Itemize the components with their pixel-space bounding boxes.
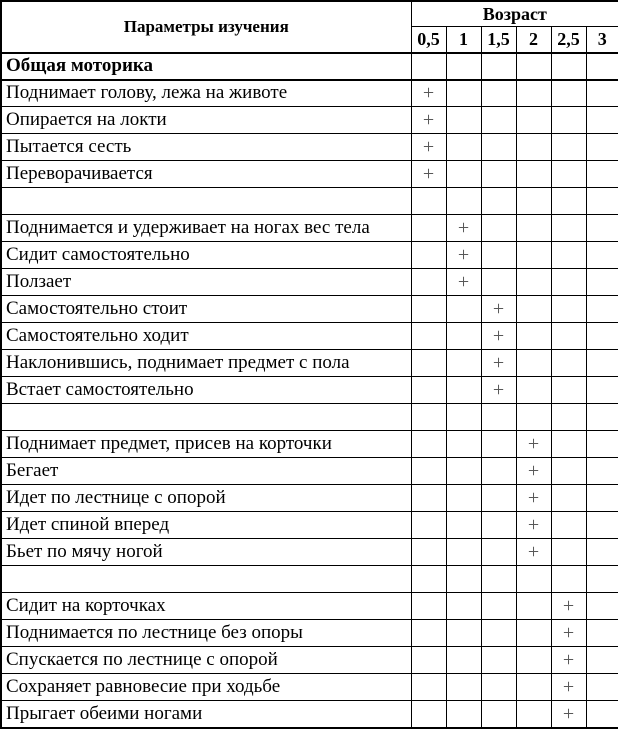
empty-age-cell xyxy=(516,566,551,593)
empty-age-cell xyxy=(446,620,481,647)
empty-age-cell xyxy=(481,107,516,134)
empty-age-cell xyxy=(516,701,551,728)
empty-age-cell xyxy=(411,674,446,701)
plus-mark-cell: + xyxy=(551,701,586,728)
empty-age-cell xyxy=(446,53,481,80)
parameter-row xyxy=(1,620,618,647)
empty-age-cell xyxy=(446,674,481,701)
empty-age-cell xyxy=(446,80,481,107)
empty-age-cell xyxy=(551,296,586,323)
plus-mark-cell: + xyxy=(411,134,446,161)
plus-mark-cell: + xyxy=(551,674,586,701)
parameter-row xyxy=(1,242,618,269)
empty-age-cell xyxy=(411,593,446,620)
empty-age-cell xyxy=(586,404,618,431)
parameter-row xyxy=(1,647,618,674)
empty-age-cell xyxy=(586,377,618,404)
empty-age-cell xyxy=(446,296,481,323)
age-column-header: 3 xyxy=(586,27,618,53)
parameter-row xyxy=(1,80,618,107)
parameter-row xyxy=(1,458,618,485)
empty-age-cell xyxy=(481,539,516,566)
empty-age-cell xyxy=(446,539,481,566)
empty-age-cell xyxy=(411,431,446,458)
empty-age-cell xyxy=(481,458,516,485)
plus-mark-cell: + xyxy=(481,323,516,350)
empty-age-cell xyxy=(446,512,481,539)
empty-age-cell xyxy=(516,242,551,269)
empty-age-cell xyxy=(411,215,446,242)
parameter-row xyxy=(1,323,618,350)
empty-age-cell xyxy=(446,458,481,485)
empty-age-cell xyxy=(481,566,516,593)
empty-age-cell xyxy=(586,296,618,323)
parameter-label: Бьет по мячу ногой xyxy=(1,539,411,566)
empty-age-cell xyxy=(586,323,618,350)
empty-age-cell xyxy=(586,620,618,647)
parameter-row xyxy=(1,134,618,161)
parameter-row xyxy=(1,107,618,134)
table-body xyxy=(1,53,618,728)
empty-age-cell xyxy=(551,350,586,377)
plus-mark-cell: + xyxy=(516,512,551,539)
empty-age-cell xyxy=(481,404,516,431)
empty-age-cell xyxy=(516,674,551,701)
plus-mark-cell: + xyxy=(551,593,586,620)
empty-age-cell xyxy=(481,134,516,161)
empty-age-cell xyxy=(411,404,446,431)
parameter-label: Спускается по лестнице с опорой xyxy=(1,647,411,674)
empty-age-cell xyxy=(586,701,618,728)
parameter-row xyxy=(1,539,618,566)
empty-age-cell xyxy=(481,674,516,701)
empty-age-cell xyxy=(516,350,551,377)
empty-age-cell xyxy=(586,539,618,566)
age-group-header: Возраст xyxy=(411,1,618,27)
empty-age-cell xyxy=(586,107,618,134)
empty-age-cell xyxy=(551,458,586,485)
parameter-label: Ползает xyxy=(1,269,411,296)
parameter-label: Идет по лестнице с опорой xyxy=(1,485,411,512)
parameter-label: Переворачивается xyxy=(1,161,411,188)
parameter-label: Идет спиной вперед xyxy=(1,512,411,539)
empty-age-cell xyxy=(586,134,618,161)
empty-age-cell xyxy=(481,80,516,107)
empty-age-cell xyxy=(586,593,618,620)
parameter-label: Самостоятельно ходит xyxy=(1,323,411,350)
empty-age-cell xyxy=(551,485,586,512)
empty-age-cell xyxy=(481,431,516,458)
empty-age-cell xyxy=(411,242,446,269)
empty-age-cell xyxy=(411,377,446,404)
plus-mark-cell: + xyxy=(551,620,586,647)
empty-age-cell xyxy=(446,647,481,674)
plus-mark-cell: + xyxy=(481,350,516,377)
age-column-header: 0,5 xyxy=(411,27,446,53)
empty-age-cell xyxy=(551,161,586,188)
parameter-label: Поднимает голову, лежа на животе xyxy=(1,80,411,107)
plus-mark-cell: + xyxy=(446,269,481,296)
age-column-header: 1 xyxy=(446,27,481,53)
empty-age-cell xyxy=(586,215,618,242)
parameter-row xyxy=(1,431,618,458)
empty-age-cell xyxy=(586,242,618,269)
spacer-row xyxy=(1,188,618,215)
plus-mark-cell: + xyxy=(516,485,551,512)
parameter-label: Поднимается по лестнице без опоры xyxy=(1,620,411,647)
empty-age-cell xyxy=(551,377,586,404)
empty-age-cell xyxy=(446,566,481,593)
empty-age-cell xyxy=(411,539,446,566)
parameter-label: Сидит на корточках xyxy=(1,593,411,620)
parameter-label xyxy=(1,566,411,593)
empty-age-cell xyxy=(411,458,446,485)
plus-mark-cell: + xyxy=(481,377,516,404)
empty-age-cell xyxy=(411,566,446,593)
parameter-label: Самостоятельно стоит xyxy=(1,296,411,323)
empty-age-cell xyxy=(481,620,516,647)
empty-age-cell xyxy=(516,161,551,188)
empty-age-cell xyxy=(446,377,481,404)
empty-age-cell xyxy=(516,620,551,647)
empty-age-cell xyxy=(481,485,516,512)
parameter-row xyxy=(1,485,618,512)
empty-age-cell xyxy=(446,593,481,620)
parameter-label: Встает самостоятельно xyxy=(1,377,411,404)
section-row xyxy=(1,53,618,80)
parameter-label: Поднимается и удерживает на ногах вес тела xyxy=(1,215,411,242)
empty-age-cell xyxy=(551,107,586,134)
empty-age-cell xyxy=(446,107,481,134)
empty-age-cell xyxy=(411,350,446,377)
empty-age-cell xyxy=(516,323,551,350)
header-row-top xyxy=(1,1,618,27)
empty-age-cell xyxy=(551,134,586,161)
empty-age-cell xyxy=(446,485,481,512)
empty-age-cell xyxy=(411,188,446,215)
empty-age-cell xyxy=(586,458,618,485)
plus-mark-cell: + xyxy=(411,161,446,188)
empty-age-cell xyxy=(516,188,551,215)
empty-age-cell xyxy=(411,269,446,296)
plus-mark-cell: + xyxy=(551,647,586,674)
empty-age-cell xyxy=(516,377,551,404)
empty-age-cell xyxy=(551,215,586,242)
plus-mark-cell: + xyxy=(411,80,446,107)
parameter-row xyxy=(1,269,618,296)
parameter-label: Бегает xyxy=(1,458,411,485)
parameter-row xyxy=(1,593,618,620)
empty-age-cell xyxy=(411,647,446,674)
empty-age-cell xyxy=(446,188,481,215)
empty-age-cell xyxy=(481,215,516,242)
empty-age-cell xyxy=(481,701,516,728)
empty-age-cell xyxy=(516,296,551,323)
empty-age-cell xyxy=(446,323,481,350)
empty-age-cell xyxy=(551,80,586,107)
plus-mark-cell: + xyxy=(481,296,516,323)
empty-age-cell xyxy=(481,188,516,215)
plus-mark-cell: + xyxy=(446,215,481,242)
empty-age-cell xyxy=(481,269,516,296)
parameter-row xyxy=(1,512,618,539)
parameter-label: Сидит самостоятельно xyxy=(1,242,411,269)
plus-mark-cell: + xyxy=(516,431,551,458)
parameter-label: Наклонившись, поднимает предмет с пола xyxy=(1,350,411,377)
empty-age-cell xyxy=(586,161,618,188)
parameter-row xyxy=(1,350,618,377)
empty-age-cell xyxy=(586,188,618,215)
parameter-label: Опирается на локти xyxy=(1,107,411,134)
empty-age-cell xyxy=(586,431,618,458)
spacer-row xyxy=(1,404,618,431)
empty-age-cell xyxy=(551,404,586,431)
table-header xyxy=(1,1,618,53)
empty-age-cell xyxy=(481,161,516,188)
parameter-row xyxy=(1,215,618,242)
empty-age-cell xyxy=(481,512,516,539)
empty-age-cell xyxy=(551,269,586,296)
empty-age-cell xyxy=(516,53,551,80)
parameter-row xyxy=(1,377,618,404)
empty-age-cell xyxy=(586,53,618,80)
empty-age-cell xyxy=(481,593,516,620)
empty-age-cell xyxy=(551,242,586,269)
parameter-label: Пытается сесть xyxy=(1,134,411,161)
plus-mark-cell: + xyxy=(411,107,446,134)
plus-mark-cell: + xyxy=(446,242,481,269)
empty-age-cell xyxy=(411,485,446,512)
parameter-label: Сохраняет равновесие при ходьбе xyxy=(1,674,411,701)
empty-age-cell xyxy=(516,404,551,431)
empty-age-cell xyxy=(411,296,446,323)
empty-age-cell xyxy=(516,215,551,242)
empty-age-cell xyxy=(446,350,481,377)
empty-age-cell xyxy=(446,431,481,458)
empty-age-cell xyxy=(516,593,551,620)
empty-age-cell xyxy=(411,53,446,80)
parameter-label xyxy=(1,404,411,431)
age-column-header: 2 xyxy=(516,27,551,53)
parameter-row xyxy=(1,296,618,323)
empty-age-cell xyxy=(516,269,551,296)
empty-age-cell xyxy=(411,701,446,728)
empty-age-cell xyxy=(551,566,586,593)
parameter-label xyxy=(1,188,411,215)
empty-age-cell xyxy=(446,701,481,728)
empty-age-cell xyxy=(586,350,618,377)
empty-age-cell xyxy=(446,404,481,431)
empty-age-cell xyxy=(586,566,618,593)
empty-age-cell xyxy=(481,53,516,80)
empty-age-cell xyxy=(551,188,586,215)
empty-age-cell xyxy=(411,512,446,539)
empty-age-cell xyxy=(516,80,551,107)
empty-age-cell xyxy=(586,80,618,107)
empty-age-cell xyxy=(411,323,446,350)
empty-age-cell xyxy=(551,53,586,80)
parameter-row xyxy=(1,674,618,701)
age-column-header: 1,5 xyxy=(481,27,516,53)
parameter-row xyxy=(1,701,618,728)
empty-age-cell xyxy=(586,485,618,512)
empty-age-cell xyxy=(516,647,551,674)
empty-age-cell xyxy=(551,431,586,458)
age-column-header: 2,5 xyxy=(551,27,586,53)
empty-age-cell xyxy=(411,620,446,647)
empty-age-cell xyxy=(481,647,516,674)
empty-age-cell xyxy=(551,512,586,539)
empty-age-cell xyxy=(446,161,481,188)
empty-age-cell xyxy=(516,134,551,161)
plus-mark-cell: + xyxy=(516,539,551,566)
plus-mark-cell: + xyxy=(516,458,551,485)
empty-age-cell xyxy=(586,674,618,701)
empty-age-cell xyxy=(516,107,551,134)
empty-age-cell xyxy=(586,512,618,539)
empty-age-cell xyxy=(481,242,516,269)
section-label: Общая моторика xyxy=(1,53,411,80)
parameters-column-header: Параметры изучения xyxy=(1,1,411,53)
empty-age-cell xyxy=(586,647,618,674)
parameter-label: Поднимает предмет, присев на корточки xyxy=(1,431,411,458)
empty-age-cell xyxy=(446,134,481,161)
parameter-row xyxy=(1,161,618,188)
parameter-label: Прыгает обеими ногами xyxy=(1,701,411,728)
spacer-row xyxy=(1,566,618,593)
empty-age-cell xyxy=(551,323,586,350)
empty-age-cell xyxy=(551,539,586,566)
empty-age-cell xyxy=(586,269,618,296)
